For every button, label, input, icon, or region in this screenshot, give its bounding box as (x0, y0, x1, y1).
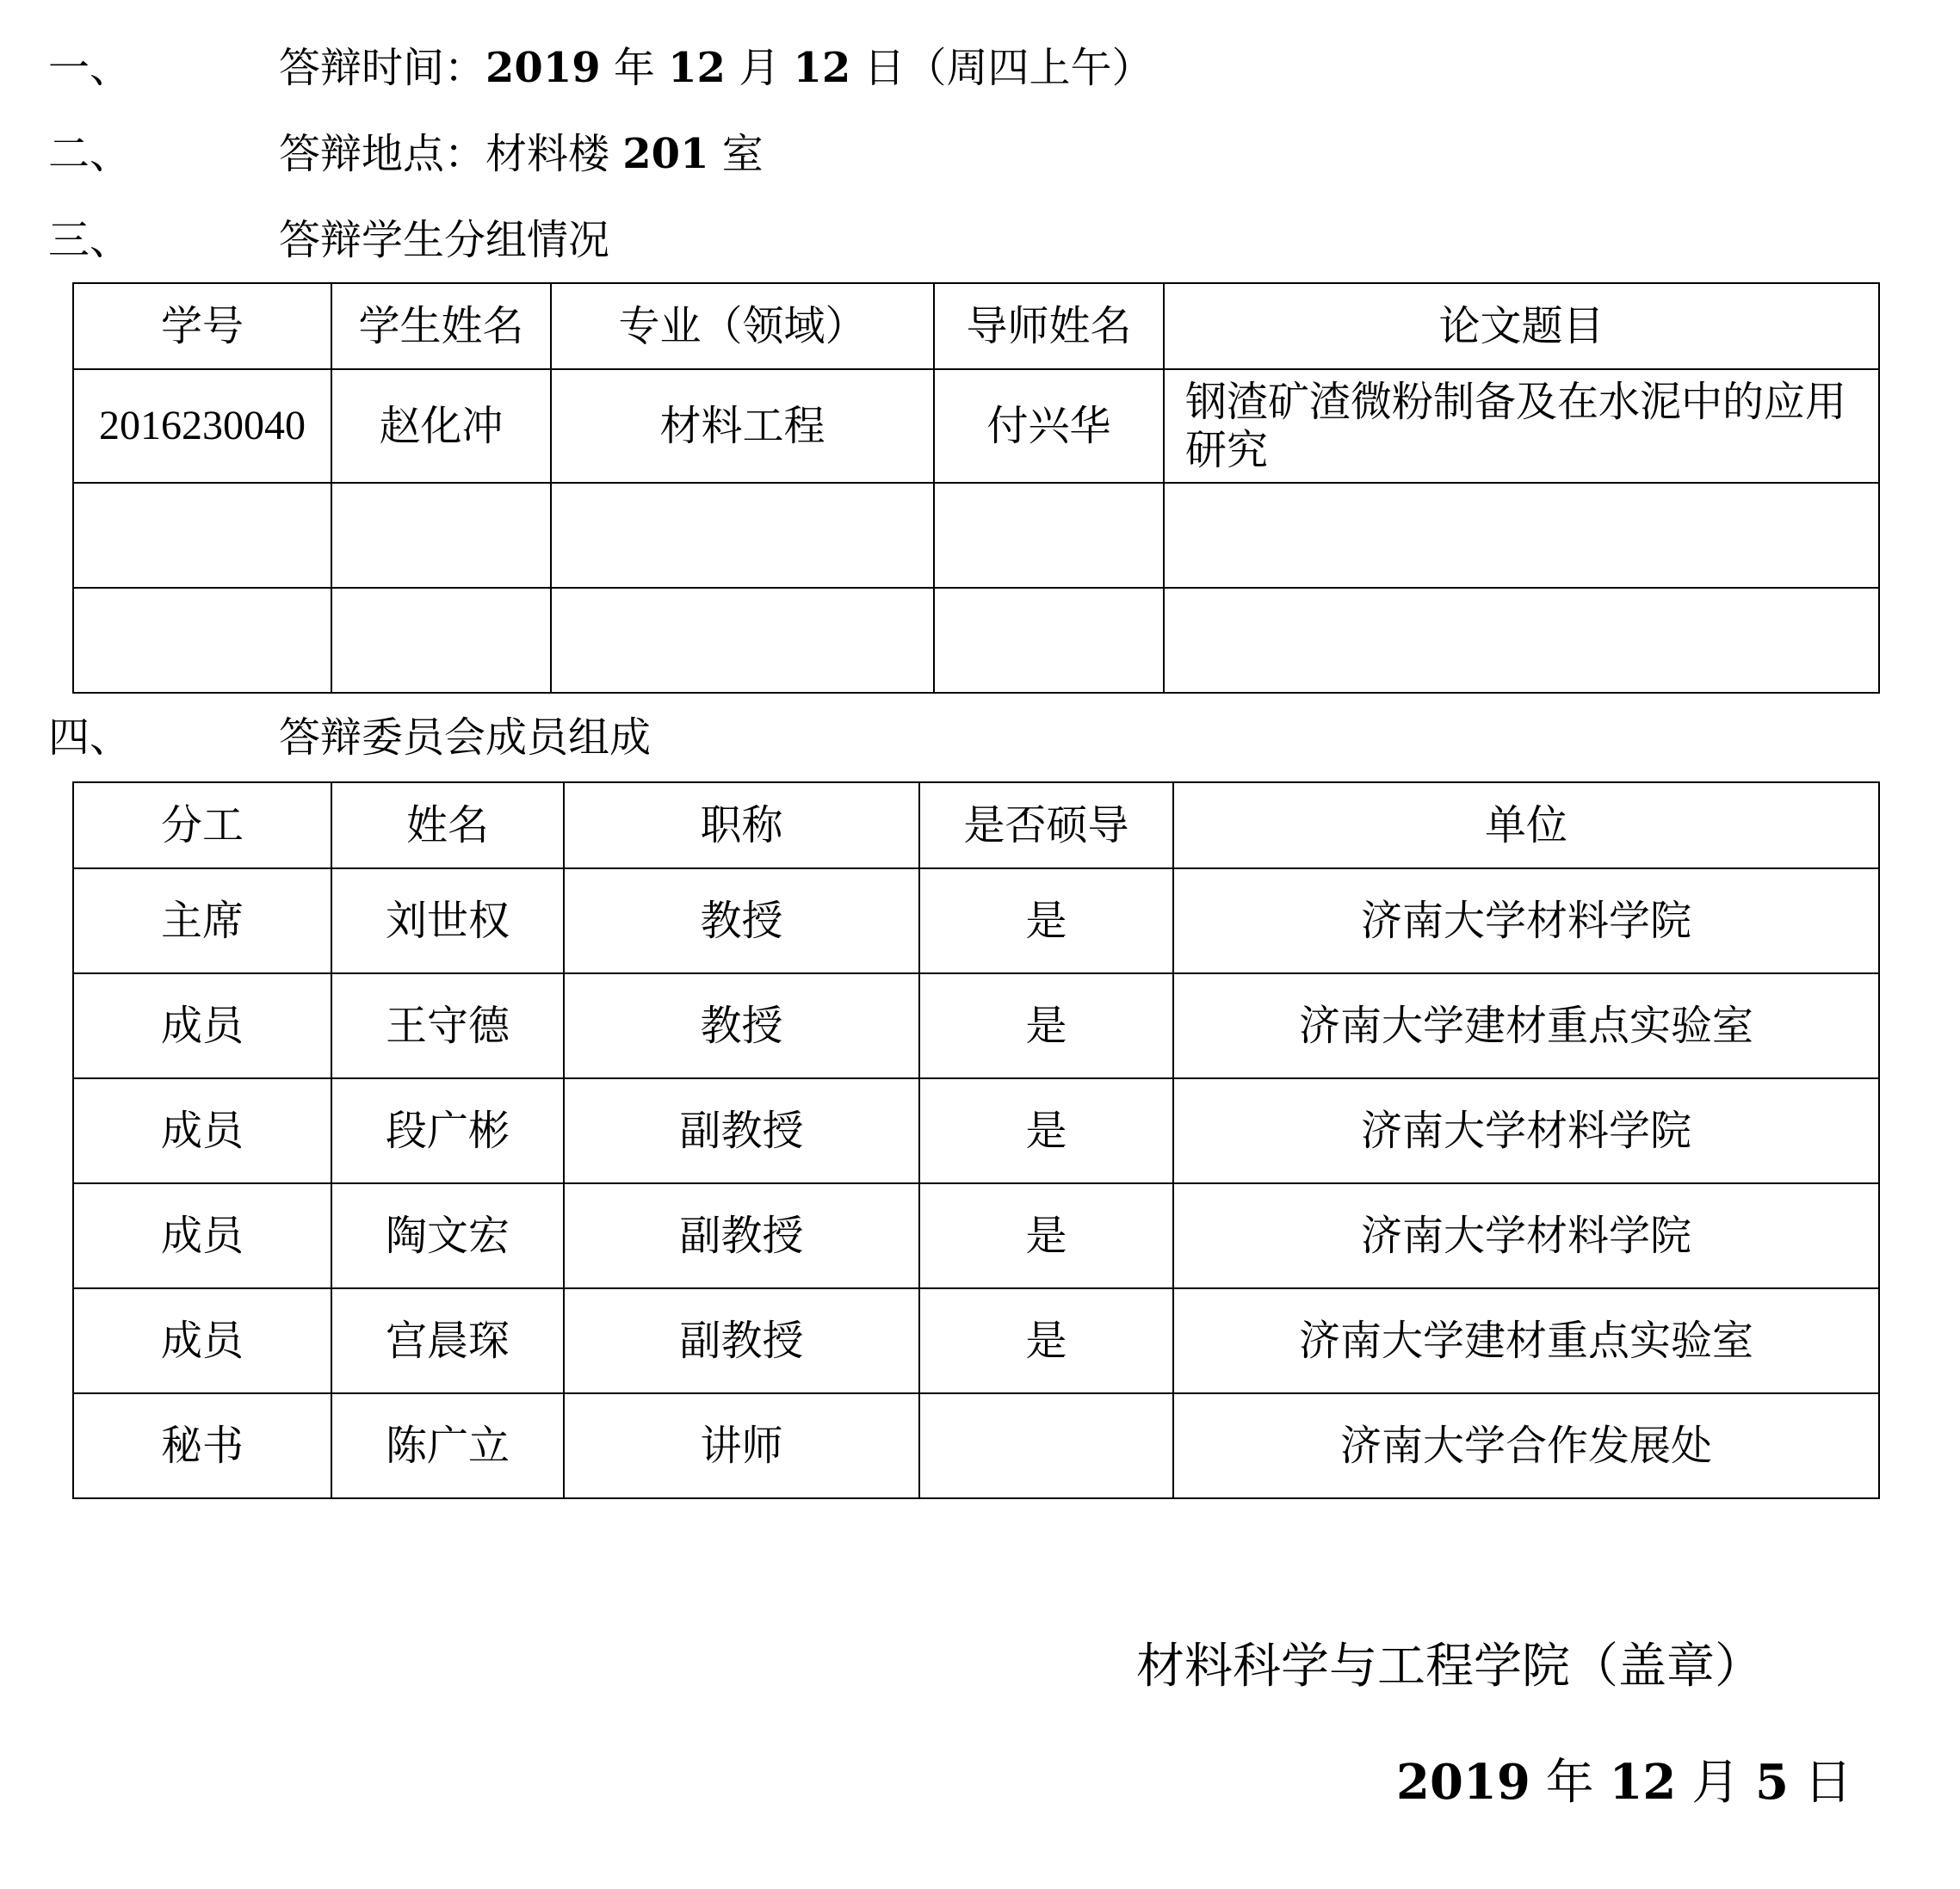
table-row (73, 369, 1879, 483)
date-segment: 月 (725, 44, 794, 92)
date-segment: 年 (600, 44, 669, 92)
header-advisor: 导师姓名 (934, 283, 1164, 369)
student-table (72, 282, 1880, 694)
header-role: 分工 (73, 782, 331, 868)
thesis-title: 钢渣矿渣微粉制备及在水泥中的应用研究 (1164, 369, 1879, 483)
table-row (73, 868, 1879, 973)
member-affiliation: 济南大学合作发展处 (1173, 1393, 1879, 1498)
date-segment: 日 (1788, 1755, 1852, 1811)
member-title: 副教授 (564, 1183, 919, 1288)
room-number: 201 (622, 130, 709, 178)
footer-date (1396, 1752, 1852, 1813)
table-row (73, 1393, 1879, 1498)
member-role: 成员 (73, 1288, 331, 1393)
member-name: 段广彬 (331, 1078, 564, 1183)
section-number: 四、 (48, 713, 132, 762)
footer-date-text (1396, 1755, 1852, 1811)
member-is-supervisor (919, 1393, 1173, 1498)
student-major (551, 588, 934, 693)
date-segment: 月 (1676, 1755, 1756, 1811)
committee-table (72, 781, 1880, 1499)
student-advisor (934, 483, 1164, 588)
member-title: 教授 (564, 973, 919, 1078)
student-name: 赵化冲 (331, 369, 551, 483)
student-name (331, 483, 551, 588)
thesis-title (1164, 588, 1879, 693)
student-id: 2016230040 (73, 369, 331, 483)
member-name: 陈广立 (331, 1393, 564, 1498)
date-segment: 2019 (485, 44, 601, 92)
section-number: 三、 (48, 216, 132, 264)
table-header-row (73, 283, 1879, 369)
member-name: 宫晨琛 (331, 1288, 564, 1393)
member-affiliation: 济南大学建材重点实验室 (1173, 973, 1879, 1078)
member-affiliation: 济南大学材料学院 (1173, 1183, 1879, 1288)
date-segment: 12 (793, 44, 851, 92)
header-name: 姓名 (331, 782, 564, 868)
date-segment: 2019 (1396, 1754, 1530, 1811)
room-suffix: 室 (708, 130, 764, 178)
header-student-id: 学号 (73, 283, 331, 369)
section-title: 答辩学生分组情况 (279, 216, 610, 264)
date-segment: 5 (1755, 1754, 1789, 1811)
table-row (73, 1288, 1879, 1393)
table-row (73, 588, 1879, 693)
member-role: 成员 (73, 1183, 331, 1288)
member-affiliation: 济南大学材料学院 (1173, 1078, 1879, 1183)
member-role: 成员 (73, 1078, 331, 1183)
student-id (73, 588, 331, 693)
member-role: 秘书 (73, 1393, 331, 1498)
table-header-row (73, 782, 1879, 868)
student-name (331, 588, 551, 693)
student-id (73, 483, 331, 588)
thesis-title (1164, 483, 1879, 588)
member-affiliation: 济南大学建材重点实验室 (1173, 1288, 1879, 1393)
member-is-supervisor: 是 (919, 868, 1173, 973)
table-row (73, 1183, 1879, 1288)
member-is-supervisor: 是 (919, 1288, 1173, 1393)
member-name: 王守德 (331, 973, 564, 1078)
organization-stamp-line: 材料科学与工程学院（盖章） (1136, 1639, 1763, 1695)
date-segment: 12 (1609, 1754, 1677, 1811)
member-title: 副教授 (564, 1078, 919, 1183)
member-name: 陶文宏 (331, 1183, 564, 1288)
member-affiliation: 济南大学材料学院 (1173, 868, 1879, 973)
member-title: 讲师 (564, 1393, 919, 1498)
member-role: 主席 (73, 868, 331, 973)
member-title: 副教授 (564, 1288, 919, 1393)
header-title: 职称 (564, 782, 919, 868)
defense-date (485, 44, 1153, 92)
table-row (73, 1078, 1879, 1183)
student-major: 材料工程 (551, 369, 934, 483)
table-row (73, 483, 1879, 588)
date-segment: 年 (1530, 1755, 1610, 1811)
header-affiliation: 单位 (1173, 782, 1879, 868)
student-major (551, 483, 934, 588)
header-is-supervisor: 是否硕导 (919, 782, 1173, 868)
defense-location-label: 答辩地点：材料楼 (279, 130, 623, 178)
member-is-supervisor: 是 (919, 1078, 1173, 1183)
defense-time-label: 答辩时间： (279, 44, 486, 92)
defense-location-text (279, 124, 764, 184)
member-name: 刘世权 (331, 868, 564, 973)
student-advisor: 付兴华 (934, 369, 1164, 483)
student-advisor (934, 588, 1164, 693)
section-number: 二、 (48, 130, 132, 178)
date-segment: 12 (668, 44, 726, 92)
header-student-name: 学生姓名 (331, 283, 551, 369)
header-major: 专业（领域） (551, 283, 934, 369)
member-is-supervisor: 是 (919, 1183, 1173, 1288)
member-is-supervisor: 是 (919, 973, 1173, 1078)
member-role: 成员 (73, 973, 331, 1078)
defense-time-text (279, 38, 1153, 98)
table-row (73, 973, 1879, 1078)
date-segment: 日（周四上午） (850, 44, 1153, 92)
section-number: 一、 (48, 44, 132, 92)
member-title: 教授 (564, 868, 919, 973)
header-thesis-title: 论文题目 (1164, 283, 1879, 369)
section-title: 答辩委员会成员组成 (279, 713, 652, 762)
